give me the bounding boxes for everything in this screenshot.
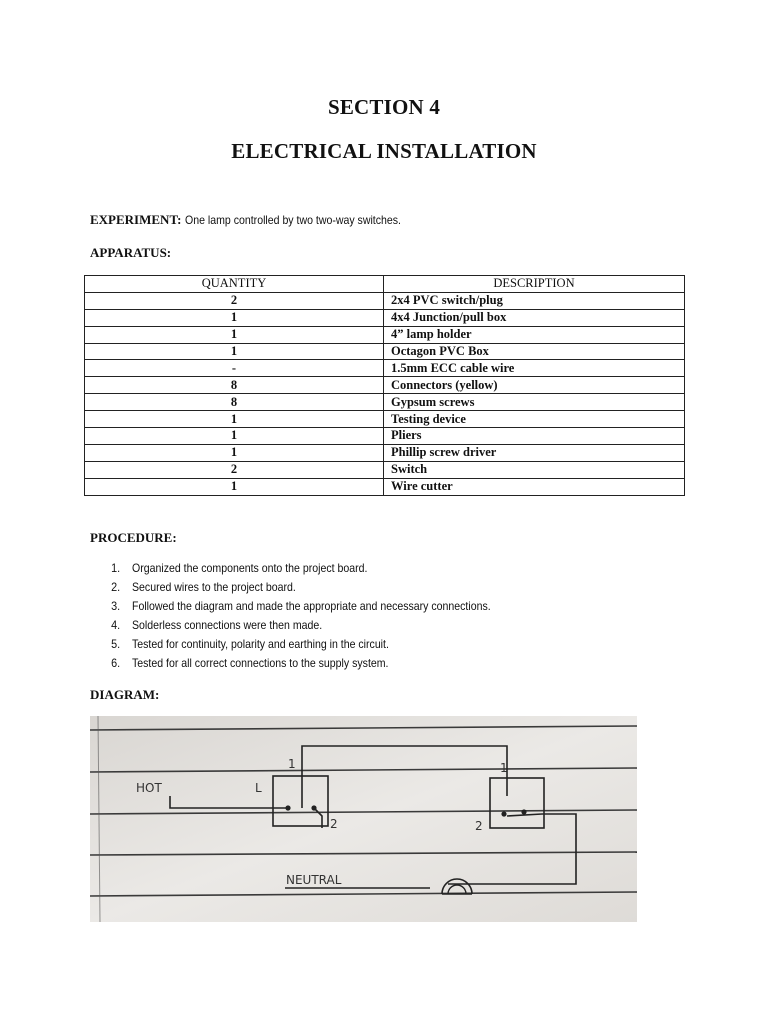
step-text: Solderless connections were then made.: [132, 618, 323, 632]
step-text: Organized the components onto the project board.: [132, 561, 368, 575]
experiment-text: One lamp controlled by two two-way switches.: [184, 213, 401, 227]
list-item: [110, 559, 540, 578]
step-number: 4.: [111, 618, 121, 632]
table-row: [85, 478, 685, 495]
step-text: Followed the diagram and made the appropriate and necessary connections.: [132, 599, 491, 613]
table-row: [85, 461, 685, 478]
quantity-cell: 1: [85, 478, 384, 495]
list-item: [110, 597, 540, 616]
list-item: [110, 578, 540, 597]
table-header-row: [85, 276, 685, 293]
step-text: Secured wires to the project board.: [132, 580, 296, 594]
procedure-label: PROCEDURE:: [90, 530, 177, 545]
quantity-cell: 8: [85, 377, 384, 394]
description-cell: Phillip screw driver: [384, 444, 685, 461]
description-cell: 2x4 PVC switch/plug: [384, 292, 685, 309]
quantity-cell: 1: [85, 309, 384, 326]
quantity-cell: 1: [85, 411, 384, 428]
quantity-cell: 2: [85, 292, 384, 309]
table-row: [85, 292, 685, 309]
table-row: [85, 343, 685, 360]
list-item: [110, 616, 540, 635]
description-cell: 4” lamp holder: [384, 326, 685, 343]
description-cell: 1.5mm ECC cable wire: [384, 360, 685, 377]
right-terminal-2-annotation: 2: [475, 819, 483, 833]
apparatus-table-body: [85, 292, 685, 495]
list-item: [110, 654, 540, 673]
hot-annotation: HOT: [136, 781, 162, 795]
step-number: 2.: [111, 580, 121, 594]
description-cell: Gypsum screws: [384, 394, 685, 411]
quantity-cell: 1: [85, 343, 384, 360]
quantity-cell: 1: [85, 444, 384, 461]
apparatus-table: [84, 275, 685, 496]
table-row: [85, 444, 685, 461]
description-cell: Testing device: [384, 411, 685, 428]
step-number: 1.: [111, 561, 121, 575]
step-number: 6.: [111, 656, 121, 670]
description-cell: Octagon PVC Box: [384, 343, 685, 360]
quantity-cell: 2: [85, 461, 384, 478]
table-row: [85, 326, 685, 343]
step-text: Tested for all correct connections to the supply system.: [132, 656, 389, 670]
wiring-diagram-photo: [90, 716, 637, 922]
quantity-cell: -: [85, 360, 384, 377]
description-cell: Pliers: [384, 428, 685, 445]
step-number: 5.: [111, 637, 121, 651]
table-row: [85, 309, 685, 326]
step-text: Tested for continuity, polarity and earthing in the circuit.: [132, 637, 389, 651]
experiment-line: [90, 212, 430, 228]
procedure-list: [110, 559, 540, 673]
paper-background: [90, 716, 637, 922]
description-cell: Connectors (yellow): [384, 377, 685, 394]
description-cell: Switch: [384, 461, 685, 478]
neutral-annotation: NEUTRAL: [286, 873, 342, 887]
left-terminal-1-annotation: 1: [288, 757, 296, 771]
step-number: 3.: [111, 599, 121, 613]
column-header-description: DESCRIPTION: [384, 276, 685, 293]
right-terminal-1-annotation: 1: [500, 761, 508, 775]
table-row: [85, 411, 685, 428]
page-title: ELECTRICAL INSTALLATION: [231, 139, 537, 163]
apparatus-label: APPARATUS:: [90, 245, 172, 260]
quantity-cell: 1: [85, 326, 384, 343]
section-title: SECTION 4: [327, 95, 441, 119]
table-row: [85, 377, 685, 394]
quantity-cell: 8: [85, 394, 384, 411]
diagram-label: DIAGRAM:: [90, 687, 160, 702]
experiment-label: EXPERIMENT:: [90, 212, 182, 227]
table-row: [85, 394, 685, 411]
l-annotation: L: [255, 781, 262, 795]
left-terminal-2-annotation: 2: [330, 817, 338, 831]
wiring-diagram-drawing: [90, 716, 637, 922]
description-cell: Wire cutter: [384, 478, 685, 495]
quantity-cell: 1: [85, 428, 384, 445]
table-row: [85, 360, 685, 377]
column-header-quantity: QUANTITY: [85, 276, 384, 293]
description-cell: 4x4 Junction/pull box: [384, 309, 685, 326]
table-row: [85, 428, 685, 445]
list-item: [110, 635, 540, 654]
